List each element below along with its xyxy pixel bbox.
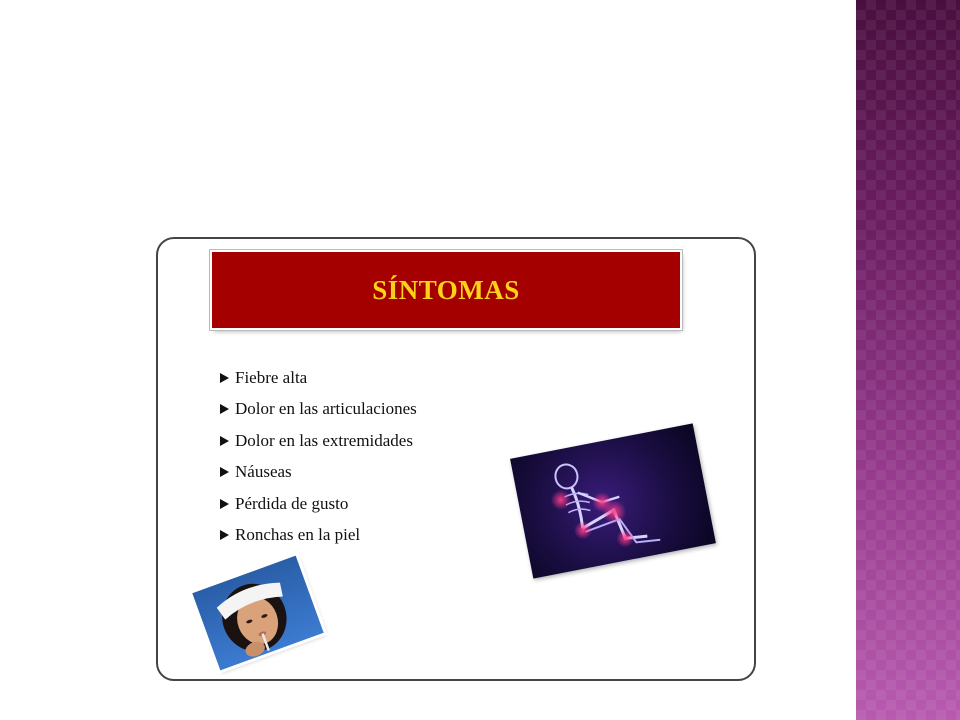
- arrow-bullet-icon: [220, 530, 229, 540]
- list-item: [220, 362, 417, 394]
- arrow-bullet-icon: [220, 467, 229, 477]
- list-item: [220, 520, 417, 552]
- symptom-list: [220, 362, 417, 551]
- decorative-side-band: [856, 0, 960, 720]
- symptom-label: Náuseas: [235, 462, 292, 482]
- arrow-bullet-icon: [220, 436, 229, 446]
- symptom-label: Dolor en las articulaciones: [235, 399, 417, 419]
- symptom-label: Dolor en las extremidades: [235, 430, 413, 450]
- list-item: [220, 457, 417, 489]
- symptom-label: Ronchas en la piel: [235, 525, 361, 545]
- list-item: [220, 394, 417, 426]
- list-item: [220, 425, 417, 457]
- symptom-label: Fiebre alta: [235, 367, 308, 387]
- arrow-bullet-icon: [220, 373, 229, 383]
- slide-title: SÍNTOMAS: [372, 274, 520, 305]
- arrow-bullet-icon: [220, 404, 229, 414]
- symptom-label: Pérdida de gusto: [235, 493, 349, 513]
- arrow-bullet-icon: [220, 499, 229, 509]
- title-banner: [212, 252, 680, 328]
- list-item: [220, 488, 417, 520]
